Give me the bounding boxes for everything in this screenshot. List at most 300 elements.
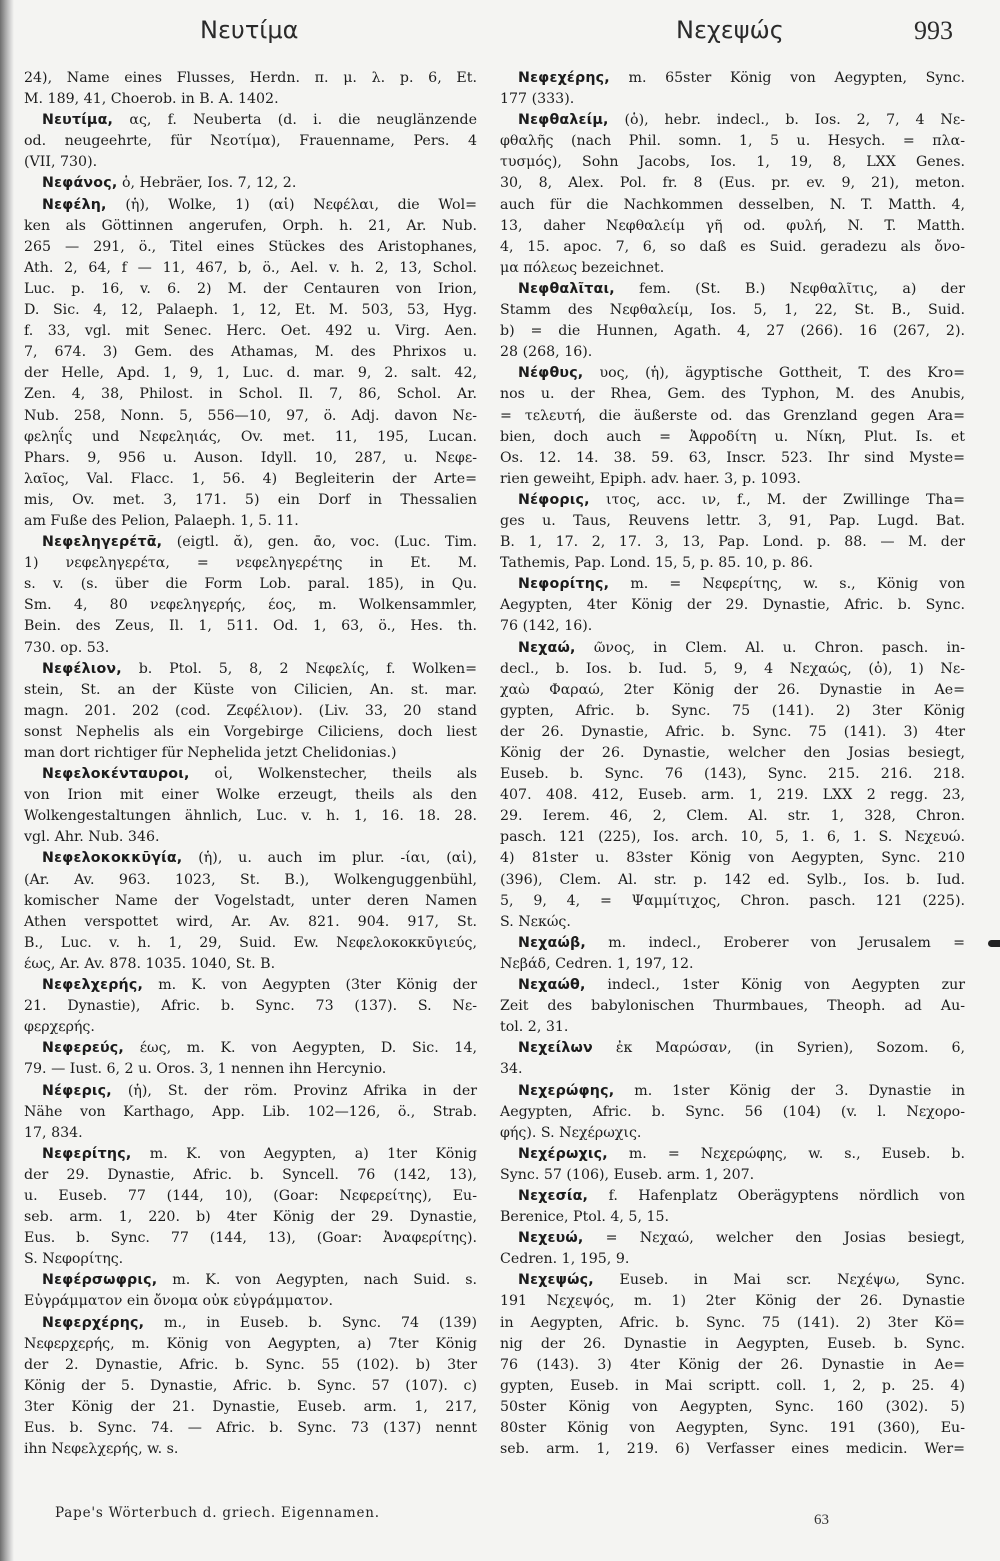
entry-first-line [500, 975, 965, 996]
entry-text: m. = Νεφερίτης, w. s., König von [609, 576, 965, 593]
entry-line [24, 1418, 477, 1439]
entry-line [500, 1207, 965, 1228]
entry-line [24, 1291, 477, 1312]
entry-line [500, 216, 965, 237]
entry-text: man dort richtiger für Nephelida jetzt Chelidonias.) [24, 745, 397, 761]
entry-text: 76 (142, 16). [500, 618, 593, 635]
entry-text: stein, St. an der Küste von Cilicien, An. st. mar. [24, 681, 477, 698]
entry-text: pasch. 121 (225), Ios. arch. 10, 5, 1. 6, 1. S. Νεχευώ. [500, 829, 965, 846]
headword: Νεφορίτης, [518, 576, 610, 593]
entry-text: 1) νεφεληγερέτα, = νεφεληγερέτης in Et. M. [24, 555, 477, 572]
entry-first-line [24, 1144, 477, 1165]
entry-line [24, 342, 477, 363]
headword: Νεφελοκένταυροι, [42, 766, 190, 783]
entry-first-line [500, 638, 965, 659]
entry-line [24, 933, 477, 954]
entry-line [24, 1249, 477, 1270]
headword: Νέφερις, [42, 1082, 112, 1099]
entry-line [24, 1334, 477, 1355]
entry-text: Νεβάδ, Cedren. 1, 197, 12. [500, 955, 694, 972]
entry-text: Ath. 2, 64, f — 11, 467, b, ö., Ael. v. h. 2, 13, Schol. [24, 259, 477, 276]
entry-line [500, 1123, 965, 1144]
entry-text: der 26. Dynastie, Afric. b. Sync. 75 (141). 3) 4ter [500, 723, 965, 740]
entry-line [24, 1123, 477, 1144]
entry-text: 34. [500, 1061, 523, 1078]
entry-text: b. Ptol. 5, 8, 2 Νεφελίς, f. Wolken= [121, 660, 477, 677]
entry-line [500, 785, 965, 806]
entry-text: Luc. p. 16, v. 6. 2) M. der Centauren von Irion, [24, 280, 477, 297]
entry-text: λαῖος, Val. Flacc. 1, 56. 4) Begleiterin der Arte= [24, 470, 477, 487]
entry-line [500, 427, 965, 448]
entry-text: ιτος, acc. ιν, f., M. der Zwillinge Tha= [589, 491, 965, 508]
entry-text: = Νεχαώ, welcher den Josias besiegt, [583, 1230, 965, 1247]
entry-text: fem. (St. B.) Νεφθαλῖτις, a) der [614, 280, 965, 297]
headword: Νεφέλη, [42, 196, 107, 213]
entry-first-line [500, 363, 965, 384]
entry-text: B. 1, 17. 2, 17. 3, 13, Pap. Lond. p. 88. — M. der [500, 534, 965, 551]
entry-text: (ὁ), hebr. indecl., b. Ios. 2, 7, 4 Νε- [608, 112, 965, 129]
entry-line [500, 342, 965, 363]
entry-text: s. v. (s. über die Form Lob. paral. 185), in Qu. [24, 576, 477, 593]
entry-line [500, 469, 965, 490]
entry-text: υος, (ἡ), ägyptische Gottheit, T. des Kro= [583, 365, 965, 382]
entry-line [500, 870, 965, 891]
entry-line [24, 469, 477, 490]
entry-line [24, 427, 477, 448]
entry-first-line [24, 1313, 477, 1334]
page-number: 993 [914, 16, 953, 45]
running-head-right: Νεχεψώς [676, 16, 784, 44]
entry-text: von Irion mit einer Wolke erzeugt, theils als den [24, 787, 477, 804]
entry-first-line [500, 1038, 965, 1059]
entry-first-line [500, 68, 965, 89]
entry-line [500, 954, 965, 975]
entry-text: gypten, Afric. b. Sync. 75 (141). 2) 3ter König [500, 702, 965, 719]
entry-text: 21. Dynastie), Afric. b. Sync. 73 (137). S. Νε- [24, 998, 477, 1015]
entry-line [24, 237, 477, 258]
entry-text: φερχερής. [24, 1019, 95, 1036]
entry-text: nig der 26. Dynastie in Aegypten, Euseb. b. Sync. [500, 1335, 965, 1352]
entry-text: Tathemis, Pap. Lond. 15, 5, p. 85. 10, p. 86. [500, 555, 814, 572]
entry-text: 17, 834. [24, 1124, 83, 1141]
entry-line [24, 1059, 477, 1080]
headword: Νεφερχέρης, [42, 1314, 145, 1331]
entry-text: (VII, 730). [24, 154, 98, 171]
entry-text: ῶνος, in Clem. Al. u. Chron. pasch. in- [575, 639, 965, 656]
entry-text: (Ar. Av. 963. 1023, St. B.), Wolkenguggenbühl, [24, 871, 477, 888]
entry-text: 13, daher Νεφθαλείμ γῆ od. φυλή, N. T. Matth. [500, 217, 965, 234]
headword: Νεχεψώς, [518, 1272, 594, 1289]
entry-text: Νεφερχερής, m. König von Aegypten, a) 7ter König [24, 1335, 477, 1352]
headword: Νεχευώ, [518, 1230, 584, 1247]
entry-line [24, 574, 477, 595]
entry-line [500, 764, 965, 785]
entry-text: m. K. von Aegypten (3ter König der [143, 977, 477, 994]
entry-line [24, 1207, 477, 1228]
entry-line [500, 1397, 965, 1418]
margin-ink-mark [988, 940, 1000, 947]
entry-text: = τελευτή, die äußerste od. das Grenzland gegen Ara= [500, 407, 965, 424]
entry-text: Cedren. 1, 195, 9. [500, 1251, 630, 1268]
entry-text: der 2. Dynastie, Afric. b. Sync. 55 (102). b) 3ter [24, 1356, 477, 1373]
headword: Νευτίμα, [42, 112, 114, 129]
headword: Νεφελχερής, [42, 977, 144, 994]
headword: Νεχεσία, [518, 1187, 589, 1204]
entry-text: ges u. Taus, Reuvens lettr. 3, 91, Pap. Lugd. Bat. [500, 512, 965, 529]
entry-text: seb. arm. 1, 219. 6) Verfasser eines medicin. Wer= [500, 1441, 965, 1458]
entry-line [24, 1376, 477, 1397]
entry-line [500, 321, 965, 342]
entry-text: φής). S. Νεχέρωχις. [500, 1124, 642, 1141]
entry-text: D. Sic. 4, 12, Palaeph. 1, 12, Et. M. 503, 53, Hyg. [24, 302, 477, 319]
entry-line [24, 1397, 477, 1418]
headword: Νεφέρσωφρις, [42, 1272, 158, 1289]
entry-text: m. 1ster König der 3. Dynastie in [614, 1082, 965, 1099]
entry-line [500, 595, 965, 616]
entry-text: Eus. b. Sync. 77 (144, 13), (Goar: Ἀναφερίτης). [24, 1230, 477, 1247]
entry-first-line [24, 848, 477, 869]
entry-first-line [500, 110, 965, 131]
entry-text: Εὐγράμματον ein ὄνομα οὐκ εὐγράμματον. [24, 1293, 333, 1310]
entry-line [500, 722, 965, 743]
entry-first-line [500, 574, 965, 595]
entry-line [500, 701, 965, 722]
entry-line [24, 701, 477, 722]
entry-line [24, 68, 477, 89]
entry-text: ας, f. Neuberta (d. i. die neuglänzende [113, 112, 477, 129]
entry-text: f. Hafenplatz Oberägyptens nördlich von [588, 1187, 965, 1204]
entry-text: König der 26. Dynastie, welcher den Josias besiegt, [500, 745, 965, 761]
entry-text: 79. — Iust. 6, 2 u. Oros. 3, 1 nennen ihn Hercynio. [24, 1061, 387, 1078]
entry-text: Aegypten, 4ter König der 29. Dynastie, Afric. b. Sync. [500, 597, 965, 614]
entry-first-line [500, 1270, 965, 1291]
entry-text: έως, Ar. Av. 878. 1035. 1040, St. B. [24, 955, 276, 972]
entry-text: Os. 12. 14. 38. 59. 63, Inscr. 523. Ihr sind Myste= [500, 449, 965, 466]
entry-line [500, 680, 965, 701]
headword: Νέφθυς, [518, 365, 584, 382]
entry-text: B., Luc. v. h. 1, 29, Suid. Ew. Νεφελοκοκκῡγιεύς, [24, 934, 477, 951]
entry-text: 4, 15. apoc. 7, 6, so daß es Suid. geradezu als ὄνο- [500, 238, 965, 255]
entry-line [24, 638, 477, 659]
headword: Νεφθαλείμ, [518, 112, 609, 129]
entry-text: Stamm des Νεφθαλείμ, Ios. 5, 1, 22, St. B., Suid. [500, 302, 965, 319]
entry-text: tol. 2, 31. [500, 1019, 569, 1036]
entry-text: μα πόλεως bezeichnet. [500, 259, 665, 276]
entry-first-line [500, 933, 965, 954]
entry-first-line [24, 764, 477, 785]
entry-line [500, 173, 965, 194]
entry-text: f. 33, vgl. mit Senec. Herc. Oet. 492 u. Virg. Aen. [24, 323, 477, 340]
entry-line [500, 1418, 965, 1439]
entry-line [500, 1059, 965, 1080]
entry-text: 29. Ierem. 46, 2, Clem. Al. str. 1, 328, Chron. [500, 808, 965, 825]
entry-line [500, 131, 965, 152]
entry-line [24, 616, 477, 637]
entry-line [500, 532, 965, 553]
entry-first-line [500, 1081, 965, 1102]
entry-text: m. 65ster König von Aegypten, Sync. [609, 70, 965, 86]
entry-line [500, 1376, 965, 1397]
headword: Νεχείλων [518, 1040, 593, 1057]
entry-line [24, 743, 477, 764]
entry-text: φεληΐς und Νεφεληιάς, Ov. met. 11, 195, Lucan. [24, 428, 477, 445]
entry-text: od. neugeehrte, für Νεοτίμα), Frauenname, Pers. 4 [24, 133, 477, 150]
entry-text: indecl., 1ster König von Aegypten zur [585, 977, 965, 994]
entry-line [24, 406, 477, 427]
entry-text: Phars. 9, 956 u. Auson. Idyll. 10, 287, u. Νεφε- [24, 449, 477, 466]
entry-line [500, 511, 965, 532]
entry-line [500, 1102, 965, 1123]
entry-text: έως, m. K. von Aegypten, D. Sic. 14, [124, 1040, 477, 1057]
entry-text: Euseb. in Mai scr. Νεχέψω, Sync. [593, 1272, 965, 1289]
headword: Νεφάνος, [42, 175, 118, 192]
entry-text: rien geweiht, Epiph. adv. haer. 3, p. 1093. [500, 470, 801, 487]
entry-text: Berenice, Ptol. 4, 5, 15. [500, 1209, 670, 1226]
entry-text: Athen verspottet wird, Ar. Av. 821. 904. 917, St. [24, 913, 477, 930]
entry-text: χαὼ Φαραώ, 2ter König der 26. Dynastie in Ae= [500, 681, 965, 698]
entry-text: 407. 408. 412, Euseb. arm. 1, 219. LXX 2 regg. 23, [500, 787, 965, 804]
entry-first-line [500, 1186, 965, 1207]
entry-text: ἐκ Μαρώσαν, (in Syrien), Sozom. 6, [592, 1040, 965, 1057]
entry-text: decl., b. Ios. b. Iud. 5, 9, 4 Νεχαώς, (ὁ), 1) Νε- [500, 660, 965, 677]
entry-text: nos u. der Rhea, Gem. des Typhon, M. des Anubis, [500, 386, 965, 403]
entry-line [24, 891, 477, 912]
entry-text: Bein. des Zeus, Il. 1, 511. Od. 1, 63, ö., Hes. th. [24, 618, 477, 635]
entry-first-line [24, 110, 477, 131]
entry-text: Nähe von Karthago, App. Lib. 102—126, ö., Strab. [24, 1103, 477, 1120]
running-head-left: Νευτίμα [200, 16, 299, 44]
headword: Νεχαώβ, [518, 934, 586, 951]
entry-text: vgl. Ahr. Nub. 346. [24, 829, 160, 846]
entry-text: (396), Clem. Al. str. p. 142 ed. Sylb., Ios. b. Iud. [500, 871, 965, 888]
headword: Νεφερεύς, [42, 1040, 124, 1057]
entry-line [24, 279, 477, 300]
entry-text: S. Νεφορίτης. [24, 1251, 124, 1268]
entry-text: am Fuße des Pelion, Palaeph. 1, 5. 11. [24, 512, 299, 529]
entry-line [500, 1165, 965, 1186]
headword: Νεφέλιον, [42, 660, 122, 677]
entry-text: 30, 8, Alex. Pol. fr. 8 (Eus. pr. ev. 9, 21), meton. [500, 175, 965, 192]
entry-text: m. K. von Aegypten, nach Suid. s. [157, 1272, 477, 1289]
entry-line [500, 912, 965, 933]
running-header [0, 14, 1000, 54]
entry-line [500, 743, 965, 764]
entry-text: mis, Ov. met. 3, 171. 5) ein Dorf in Thessalien [24, 491, 477, 508]
entry-line [500, 195, 965, 216]
entry-line [500, 659, 965, 680]
entry-line [24, 722, 477, 743]
entry-line [500, 1017, 965, 1038]
entry-line [24, 216, 477, 237]
entry-line [24, 300, 477, 321]
headword: Νεφελοκοκκῡγία, [42, 850, 183, 867]
entry-text: M. 189, 41, Choerob. in B. A. 1402. [24, 91, 279, 108]
entry-line [24, 1439, 477, 1460]
entry-line [500, 891, 965, 912]
entry-text: gypten, Euseb. in Mai scriptt. coll. 1, 2, p. 25. 4) [500, 1377, 965, 1394]
entry-text: Euseb. b. Sync. 76 (143), Sync. 215. 216. 218. [500, 766, 965, 783]
entry-line [24, 1186, 477, 1207]
entry-text: οἱ, Wolkenstecher, theils als [189, 766, 477, 783]
entry-line [24, 1165, 477, 1186]
entry-text: 28 (268, 16). [500, 344, 593, 361]
entry-text: ken als Göttinnen angerufen, Orph. h. 21, Ar. Nub. [24, 217, 477, 234]
entry-line [24, 785, 477, 806]
headword: Νεχαώθ, [518, 977, 586, 994]
entry-first-line [24, 173, 477, 194]
entry-text: φθαλῆς (nach Phil. somn. 1, 5 u. Hesych. = πλα- [500, 133, 965, 150]
entry-text: m. K. von Aegypten, a) 1ter König [131, 1145, 477, 1162]
entry-first-line [500, 279, 965, 300]
entry-text: 730. op. 53. [24, 639, 110, 656]
headword: Νεχέρωχις, [518, 1145, 608, 1162]
entry-line [24, 363, 477, 384]
entry-text: Sync. 57 (106), Euseb. arm. 1, 207. [500, 1166, 755, 1183]
entry-text: in Aegypten, Afric. b. Sync. 75 (141). 2) 3ter Kö= [500, 1314, 965, 1331]
entry-first-line [500, 490, 965, 511]
entry-line [500, 448, 965, 469]
entry-text: (eigtl. ᾰ), gen. ᾱο, voc. (Luc. Tim. [162, 534, 477, 551]
entry-line [24, 996, 477, 1017]
entry-line [24, 1017, 477, 1038]
entry-text: Nub. 258, Nonn. 5, 556—10, 97, ö. Adj. davon Νε- [24, 407, 477, 424]
entry-first-line [24, 659, 477, 680]
entry-text: 80ster König von Aegypten, Sync. 191 (360), Eu- [500, 1420, 965, 1436]
left-column [24, 68, 477, 1460]
entry-line [24, 258, 477, 279]
entry-text: 24), Name eines Flusses, Herdn. π. μ. λ. p. 6, Et. [24, 70, 477, 86]
entry-text: 265 — 291, ö., Titel eines Stückes des Aristophanes, [24, 238, 477, 255]
publisher-footnote: Pape's Wörterbuch d. griech. Eigennamen. [55, 1505, 380, 1521]
entry-text: ὁ, Hebräer, Ios. 7, 12, 2. [117, 175, 297, 192]
entry-line [500, 384, 965, 405]
entry-line [500, 996, 965, 1017]
entry-text: Wolkengestaltungen ähnlich, Luc. v. h. 1, 16. 18. 28. [24, 808, 477, 825]
entry-line [24, 827, 477, 848]
entry-text: König der 5. Dynastie, Afric. b. Sync. 57 (107). c) [24, 1377, 477, 1394]
entry-text: 3ter König der 21. Dynastie, Euseb. arm. 1, 217, [24, 1398, 477, 1415]
entry-line [24, 1355, 477, 1376]
entry-line [500, 1249, 965, 1270]
entry-text: 4) 81ster u. 83ster König von Aegypten, Sync. 210 [500, 850, 965, 867]
entry-line [24, 553, 477, 574]
entry-text: bien, doch auch = Ἀφροδίτη u. Νίκη, Plut. Is. et [500, 428, 965, 445]
entry-first-line [500, 1228, 965, 1249]
entry-text: 50ster König von Aegypten, Sync. 160 (302). 5) [500, 1398, 965, 1415]
entry-text: 5, 9, 4, = Ψαμμίτιχος, Chron. pasch. 121 (225). [500, 892, 965, 909]
entry-line [500, 1291, 965, 1312]
entry-text: seb. arm. 1, 220. b) 4ter König der 29. Dynastie, [24, 1209, 477, 1226]
entry-text: 191 Νεχεψός, m. 1) 2ter König der 26. Dynastie [500, 1293, 965, 1310]
entry-line [24, 680, 477, 701]
entry-line [24, 89, 477, 110]
entry-line [24, 448, 477, 469]
book-spine-shadow [0, 0, 14, 1561]
entry-first-line [500, 1144, 965, 1165]
entry-text: auch für die Nachkommen desselben, N. T. Matth. 4, [500, 196, 965, 213]
entry-text: 7, 674. 3) Gem. des Athamas, M. des Phrixos u. [24, 344, 477, 361]
entry-line [500, 848, 965, 869]
entry-text: τυσμός), Sohn Jacobs, Ios. 1, 19, 8, LXX Genes. [500, 154, 965, 171]
entry-line [500, 89, 965, 110]
entry-line [500, 300, 965, 321]
entry-text: (ἡ), u. auch im plur. -ίαι, (αἱ), [182, 850, 477, 867]
entry-line [24, 511, 477, 532]
entry-line [500, 827, 965, 848]
entry-line [24, 1102, 477, 1123]
entry-line [24, 1228, 477, 1249]
entry-text: Zen. 4, 38, Philost. in Schol. Il. 7, 86, Schol. Ar. [24, 386, 477, 403]
entry-line [500, 258, 965, 279]
entry-text: Zeit des babylonischen Thurmbaues, Theoph. ad Au- [500, 998, 965, 1015]
headword: Νεφεληγερέτᾱ, [42, 534, 163, 551]
entry-text: S. Νεκώς. [500, 913, 571, 930]
entry-line [24, 152, 477, 173]
entry-line [500, 1313, 965, 1334]
entry-text: b) = die Hunnen, Agath. 4, 27 (266). 16 (267, 2). [500, 323, 965, 340]
entry-text: Aegypten, Afric. b. Sync. 56 (104) (v. l. Νεχορο- [500, 1103, 965, 1120]
headword: Νεχερώφης, [518, 1082, 615, 1099]
entry-text: komischer Name der Vogelstadt, unter deren Namen [24, 892, 477, 909]
entry-line [24, 131, 477, 152]
entry-text: m. = Νεχερώφης, w. s., Euseb. b. [607, 1145, 965, 1162]
entry-first-line [24, 532, 477, 553]
entry-text: der 29. Dynastie, Afric. b. Syncell. 76 (142, 13), [24, 1166, 477, 1183]
entry-text: der Helle, Apd. 1, 9, 1, Luc. d. mar. 9, 2. salt. 42, [24, 365, 477, 382]
headword: Νεφθαλῖται, [518, 280, 615, 297]
entry-text: magn. 201. 202 (cod. Ζεφέλιον). (Liv. 33, 20 stand [24, 702, 477, 719]
entry-line [500, 1334, 965, 1355]
entry-first-line [24, 1081, 477, 1102]
entry-line [500, 1355, 965, 1376]
entry-line [24, 806, 477, 827]
entry-text: 76 (143). 3) 4ter König der 26. Dynastie in Ae= [500, 1356, 965, 1373]
entry-line [24, 954, 477, 975]
entry-first-line [24, 195, 477, 216]
entry-first-line [24, 1270, 477, 1291]
entry-line [500, 152, 965, 173]
entry-text: Eus. b. Sync. 74. — Afric. b. Sync. 73 (137) nennt [24, 1420, 477, 1436]
signature-mark: 63 [814, 1512, 829, 1528]
entry-first-line [24, 975, 477, 996]
entry-line [24, 321, 477, 342]
entry-text: 177 (333). [500, 91, 575, 108]
entry-line [500, 553, 965, 574]
entry-text: m., in Euseb. b. Sync. 74 (139) [144, 1314, 477, 1331]
headword: Νεφεχέρης, [518, 70, 610, 86]
headword: Νεφερίτης, [42, 1145, 132, 1162]
entry-text: u. Euseb. 77 (144, 10), (Goar: Νεφερείτης), Eu- [24, 1187, 477, 1204]
entry-line [24, 384, 477, 405]
entry-text: m. indecl., Eroberer von Jerusalem = [585, 934, 965, 951]
right-column [500, 68, 965, 1460]
entry-line [500, 237, 965, 258]
entry-line [500, 806, 965, 827]
entry-line [24, 595, 477, 616]
headword: Νέφορις, [518, 491, 590, 508]
entry-line [500, 616, 965, 637]
entry-first-line [24, 1038, 477, 1059]
entry-line [500, 406, 965, 427]
headword: Νεχαώ, [518, 639, 576, 656]
entry-text: ihn Νεφελχερής, w. s. [24, 1441, 179, 1458]
entry-line [24, 870, 477, 891]
entry-text: (ἡ), Wolke, 1) (αἱ) Νεφέλαι, die Wol= [106, 196, 477, 213]
entry-text: sonst Nephelis als ein Vorgebirge Ciliciens, doch liest [24, 723, 477, 740]
entry-line [24, 490, 477, 511]
entry-line [24, 912, 477, 933]
entry-text: Sm. 4, 80 νεφεληγερής, έος, m. Wolkensammler, [24, 597, 477, 614]
